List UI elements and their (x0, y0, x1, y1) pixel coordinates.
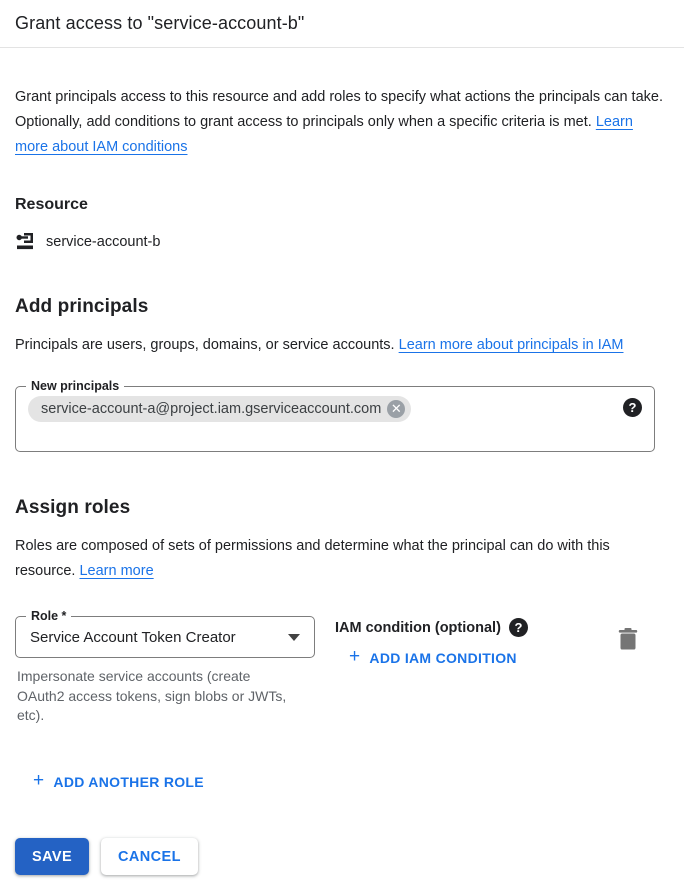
roles-learn-more-link[interactable]: Learn more (79, 563, 154, 579)
chevron-down-icon (288, 634, 300, 641)
iam-condition-help-icon[interactable]: ? (509, 618, 528, 637)
add-another-role-label: ADD ANOTHER ROLE (53, 773, 204, 790)
role-selected-value: Service Account Token Creator (30, 628, 236, 646)
dialog-content (0, 85, 684, 792)
resource-row (15, 232, 669, 251)
role-description: Impersonate service accounts (create OAuth2 access tokens, sign blobs or JWTs, etc). (17, 668, 287, 723)
add-another-role-row (15, 769, 669, 792)
add-principals-description (15, 333, 665, 358)
dialog-title: Grant access to "service-account-b" (15, 13, 305, 33)
iam-conditions-learn-more-link[interactable]: Learn more about IAM conditions (15, 114, 633, 155)
assign-roles-text: Roles are composed of sets of permissions and determine what the principal can do with this resource. (15, 538, 610, 579)
service-account-icon (15, 232, 36, 251)
role-binding-row (15, 609, 669, 726)
assign-roles-heading: Assign roles (15, 497, 131, 518)
dialog-titlebar (0, 0, 684, 48)
cancel-button[interactable]: CANCEL (101, 838, 198, 875)
dialog-footer (15, 838, 198, 875)
intro-paragraph (15, 85, 665, 160)
assign-roles-description (15, 534, 665, 584)
role-select-label: Role * (26, 609, 71, 623)
plus-icon: + (33, 769, 45, 791)
resource-name: service-account-b (46, 233, 161, 250)
new-principals-field-label: New principals (26, 379, 124, 393)
intro-text: Grant principals access to this resource and add roles to specify what actions the principals can take. Optionally, add conditions to grant access to principals only when a specific criteria is met. (15, 89, 663, 130)
plus-icon: + (349, 646, 361, 667)
role-select[interactable] (15, 609, 315, 658)
add-principals-heading: Add principals (15, 296, 149, 317)
iam-condition-column (335, 616, 528, 668)
delete-role-button[interactable] (617, 627, 639, 651)
add-principals-text: Principals are users, groups, domains, or service accounts. (15, 337, 399, 353)
chip-remove-icon[interactable]: ✕ (387, 400, 405, 418)
save-button[interactable]: SAVE (15, 838, 89, 875)
role-column (15, 609, 315, 726)
principal-chip (28, 396, 411, 422)
principals-help-icon[interactable]: ? (623, 398, 642, 417)
iam-condition-label-row (335, 618, 528, 637)
trash-icon (617, 627, 639, 651)
new-principals-field[interactable] (15, 379, 655, 452)
add-another-role-button[interactable] (33, 769, 204, 791)
add-iam-condition-label: ADD IAM CONDITION (369, 650, 517, 666)
iam-condition-label: IAM condition (optional) (335, 619, 501, 636)
principal-chip-value: service-account-a@project.iam.gserviceaccount.com (41, 401, 382, 417)
add-iam-condition-button[interactable] (349, 646, 517, 667)
resource-heading: Resource (15, 196, 88, 213)
principals-learn-more-link[interactable]: Learn more about principals in IAM (398, 337, 624, 353)
delete-role-column (617, 616, 639, 656)
